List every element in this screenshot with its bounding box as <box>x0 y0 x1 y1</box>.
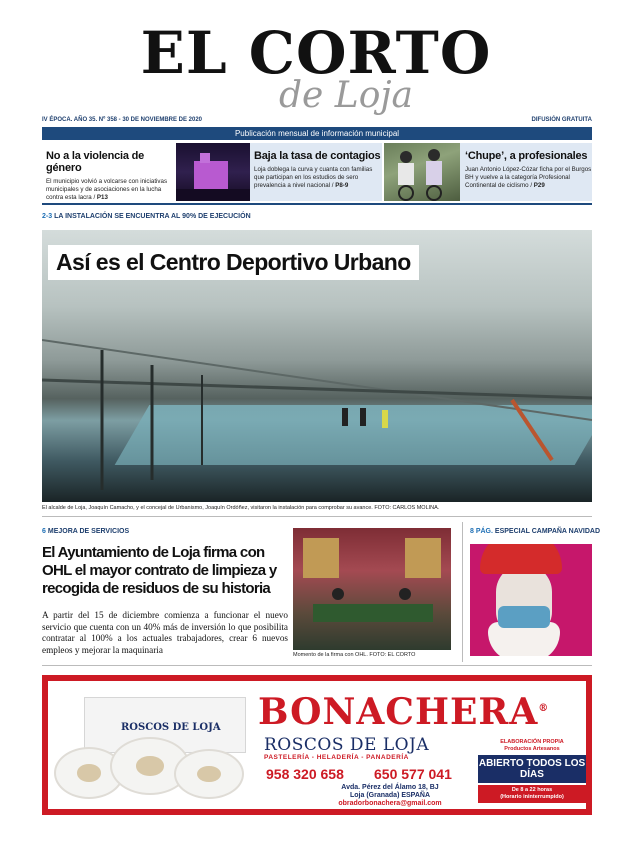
signing-photo <box>293 528 451 650</box>
advertisement[interactable] <box>42 675 592 815</box>
box-label: ROSCOS DE LOJA <box>121 722 221 733</box>
teaser-text: El municipio volvió a volcarse con iniciativas municipales y de asociaciones en la lucha contra esta lacra / P13 <box>46 178 168 201</box>
main-caption: El alcalde de Loja, Joaquín Camacho, y el concejal de Urbanismo, Joaquín Ordóñez, visitaron la instalación para comprobar su avance. FOTO: CARLOS MOLINA. <box>42 505 440 511</box>
meeting-table-icon <box>293 528 451 650</box>
masthead-title: EL CORTO <box>140 19 492 87</box>
roscos-illustration <box>54 697 250 801</box>
tagline-bar: Publicación mensual de información municipal <box>42 127 592 140</box>
ad-email[interactable]: obradorbonachera@gmail.com <box>338 800 442 807</box>
teaser-title: No a la violencia de género <box>46 150 145 174</box>
santa-hat-icon <box>480 544 562 574</box>
lit-building-icon <box>176 143 250 201</box>
second-headline: El Ayuntamiento de Loja firma con OHL el mayor contrato de limpieza y recogida de residuos de su historia <box>42 544 277 597</box>
face-mask-icon <box>498 606 550 628</box>
hero-photo <box>42 230 592 502</box>
teaser-text: Juan Antonio López-Cózar ficha por el Burgos BH y vuelve a la categoría Profesional Continental de ciclismo / P29 <box>465 166 592 189</box>
ad-open-banner: ABIERTO TODOS LOS DÍAS <box>478 755 586 783</box>
ad-phone-1[interactable]: 958 320 658 <box>266 766 344 782</box>
masthead-subtitle: de Loja <box>279 75 413 116</box>
edition-row <box>42 117 592 123</box>
ad-services: PASTELERÍA - HELADERÍA - PANADERÍA <box>264 754 409 761</box>
ad-address: Avda. Pérez del Álamo 18, BJ Loja (Granada) ESPAÑA obradorbonachera@gmail.com <box>310 784 470 808</box>
cyclists-icon <box>384 143 460 201</box>
teaser-text: Loja doblega la curva y cuanta con familias que participan en los estudios de sero prevalencia a nivel nacional / P8-9 <box>254 166 373 189</box>
divider <box>42 665 592 666</box>
second-body: A partir del 15 de diciembre comienza a funcionar el nuevo servicio que cuenta con un 40% más de inversión lo que posibilita contratar al 100% a los actuales trabajadores, crear 6 nuevos empleos y mejorar la maquinaria <box>42 610 288 655</box>
masthead <box>0 19 632 87</box>
edition-info: IV ÉPOCA. AÑO 35. Nº 358 - 30 DE NOVIEMBRE DE 2020 <box>42 117 203 123</box>
main-kicker: 2-3 LA INSTALACIÓN SE ENCUENTRA AL 90% DE EJECUCIÓN <box>42 213 251 220</box>
main-headline: Así es el Centro Deportivo Urbano <box>48 245 419 280</box>
ad-phone-2[interactable]: 650 577 041 <box>374 766 452 782</box>
ad-hours-panel: ELABORACIÓN PROPIA Productos Artesanos ABIERTO TODOS LOS DÍAS De 8 a 22 horas (Horario ininterrumpido) <box>478 739 586 803</box>
column-divider <box>462 522 463 662</box>
teaser-violencia[interactable] <box>42 143 174 201</box>
divider <box>42 516 592 517</box>
second-kicker: 6 MEJORA DE SERVICIOS <box>42 528 130 535</box>
section-rule <box>42 203 592 205</box>
rosco-icon <box>174 749 244 799</box>
teaser-title: ‘Chupe’, a profesionales <box>465 150 588 162</box>
teaser-image-ciclismo <box>384 143 460 201</box>
teaser-image-violencia <box>176 143 250 201</box>
ad-hours: De 8 a 22 horas (Horario ininterrumpido) <box>478 785 586 803</box>
ad-brand: BONACHERA® <box>258 691 550 733</box>
teaser-contagios[interactable] <box>250 143 382 201</box>
second-caption: Momento de la firma con OHL. FOTO: EL CORTO <box>293 652 416 658</box>
teaser-title: Baja la tasa de contagios <box>254 150 381 162</box>
price-info: DIFUSIÓN GRATUITA <box>531 117 592 123</box>
side-kicker: 8 PÁG. ESPECIAL CAMPAÑA NAVIDAD <box>470 528 601 535</box>
christmas-illustration <box>470 544 592 656</box>
teaser-chupe[interactable] <box>460 143 592 201</box>
ad-subtitle: ROSCOS DE LOJA <box>264 735 430 755</box>
